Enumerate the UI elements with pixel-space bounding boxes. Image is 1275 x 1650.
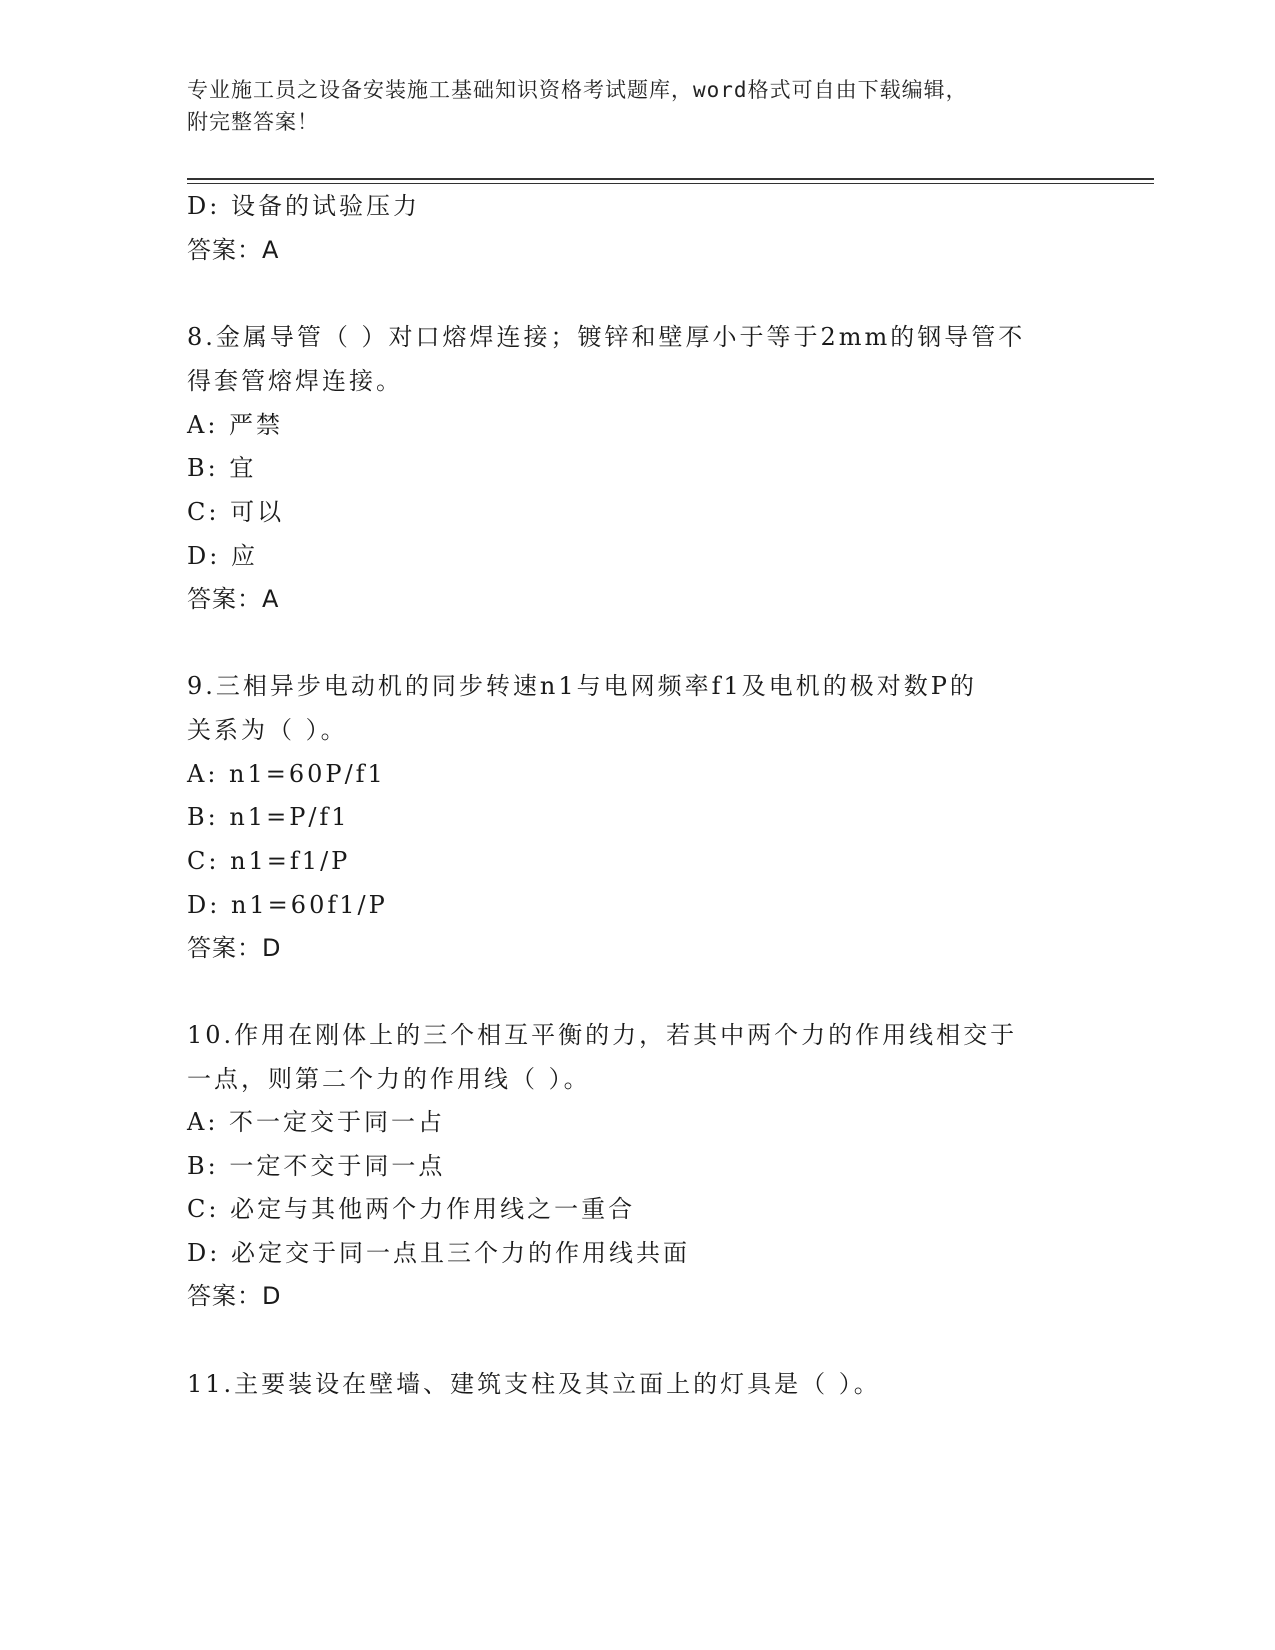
q10-stem-line-2: 一点，则第二个力的作用线（ ）。: [187, 1065, 591, 1093]
q10-option-c: C: 必定与其他两个力作用线之一重合: [187, 1195, 636, 1223]
q10-answer: 答案：D: [187, 1282, 282, 1310]
q9-option-d: D: n1=60f1/P: [187, 891, 388, 919]
header-line-2: 附完整答案！: [187, 110, 319, 134]
q10-stem-line-1: 10.作用在刚体上的三个相互平衡的力，若其中两个力的作用线相交于: [187, 1021, 1018, 1049]
header-divider-thick: [187, 178, 1154, 180]
q10-option-a: A: 不一定交于同一占: [187, 1108, 446, 1136]
header-divider-thin: [187, 183, 1154, 184]
document-header: [187, 74, 1087, 138]
q8-stem-line-2: 得套管熔焊连接。: [187, 367, 403, 395]
q8-answer: 答案：A: [187, 585, 280, 613]
q8-option-a: A: 严禁: [187, 411, 284, 439]
q8-option-d: D: 应: [187, 542, 258, 570]
q9-option-c: C: n1=f1/P: [187, 847, 351, 875]
header-line-1: 专业施工员之设备安装施工基础知识资格考试题库，word格式可自由下载编辑，: [187, 78, 968, 102]
q9-option-b: B: n1=P/f1: [187, 803, 350, 831]
q10-option-b: B: 一定不交于同一点: [187, 1152, 446, 1180]
q11-stem-line-1: 11.主要装设在壁墙、建筑支柱及其立面上的灯具是（ ）。: [187, 1370, 881, 1398]
q8-option-b: B: 宜: [187, 454, 257, 482]
q9-answer: 答案：D: [187, 934, 282, 962]
q8-stem-line-1: 8.金属导管（ ）对口熔焊连接；镀锌和壁厚小于等于2mm的钢导管不: [187, 323, 1026, 351]
q9-option-a: A: n1=60P/f1: [187, 760, 386, 788]
q8-option-c: C: 可以: [187, 498, 285, 526]
q9-stem-line-1: 9.三相异步电动机的同步转速n1与电网频率f1及电机的极对数P的: [187, 672, 977, 700]
prev-option-d: D: 设备的试验压力: [187, 192, 420, 220]
prev-answer: 答案：A: [187, 236, 280, 264]
q9-stem-line-2: 关系为（ ）。: [187, 716, 348, 744]
q10-option-d: D: 必定交于同一点且三个力的作用线共面: [187, 1239, 690, 1267]
